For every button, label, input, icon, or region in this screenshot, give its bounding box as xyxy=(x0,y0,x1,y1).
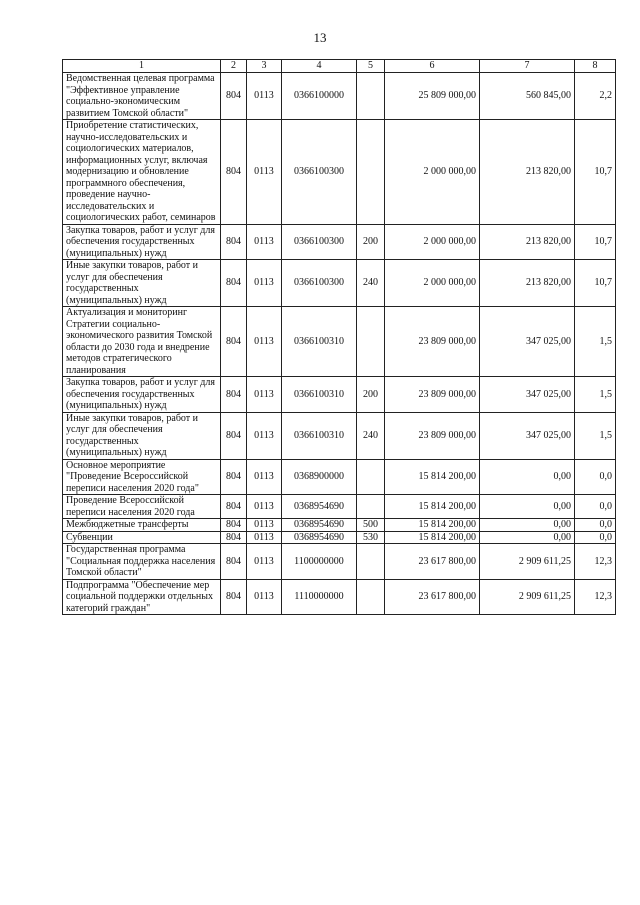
row-glava: 804 xyxy=(221,459,247,495)
row-plan: 2 000 000,00 xyxy=(385,260,480,307)
row-fact: 213 820,00 xyxy=(480,260,575,307)
row-name: Иные закупки товаров, работ и услуг для обеспечения государственных (муниципальных) нужд xyxy=(63,412,221,459)
table-row xyxy=(63,224,616,260)
header-row xyxy=(63,60,616,73)
row-glava: 804 xyxy=(221,531,247,544)
row-plan: 23 809 000,00 xyxy=(385,377,480,413)
row-csr: 1100000000 xyxy=(282,544,357,580)
table-row xyxy=(63,495,616,519)
row-name: Основное мероприятие "Проведение Всероссийской переписи населения 2020 года" xyxy=(63,459,221,495)
row-vr: 530 xyxy=(357,531,385,544)
row-pct: 12,3 xyxy=(575,579,616,615)
row-vr: 500 xyxy=(357,519,385,532)
row-name: Подпрограмма "Обеспечение мер социальной поддержки отдельных категорий граждан" xyxy=(63,579,221,615)
row-name: Закупка товаров, работ и услуг для обеспечения государственных (муниципальных) нужд xyxy=(63,377,221,413)
row-name: Приобретение статистических, научно-исследовательских и социологических материалов, информационных услуг, включая модернизацию и обновление программного обеспечения, проведение научно-исследовательских и социологических работ, семинаров xyxy=(63,120,221,225)
row-vr xyxy=(357,307,385,377)
row-plan: 15 814 200,00 xyxy=(385,495,480,519)
row-pct: 2,2 xyxy=(575,73,616,120)
row-plan: 15 814 200,00 xyxy=(385,531,480,544)
row-fact: 347 025,00 xyxy=(480,412,575,459)
row-fact: 2 909 611,25 xyxy=(480,579,575,615)
row-csr: 0366100300 xyxy=(282,120,357,225)
row-vr xyxy=(357,459,385,495)
row-vr: 240 xyxy=(357,412,385,459)
row-pct: 1,5 xyxy=(575,412,616,459)
table-row xyxy=(63,120,616,225)
row-pct: 0,0 xyxy=(575,519,616,532)
row-razdel: 0113 xyxy=(247,260,282,307)
row-csr: 0366100310 xyxy=(282,377,357,413)
table-row xyxy=(63,459,616,495)
row-pct: 0,0 xyxy=(575,459,616,495)
col-header-3: 3 xyxy=(247,60,282,73)
row-pct: 1,5 xyxy=(575,307,616,377)
row-plan: 2 000 000,00 xyxy=(385,120,480,225)
row-fact: 0,00 xyxy=(480,519,575,532)
row-plan: 15 814 200,00 xyxy=(385,459,480,495)
row-name: Межбюджетные трансферты xyxy=(63,519,221,532)
row-name: Субвенции xyxy=(63,531,221,544)
row-glava: 804 xyxy=(221,579,247,615)
col-header-8: 8 xyxy=(575,60,616,73)
row-csr: 0368954690 xyxy=(282,495,357,519)
table-row xyxy=(63,260,616,307)
row-fact: 347 025,00 xyxy=(480,377,575,413)
row-glava: 804 xyxy=(221,495,247,519)
row-plan: 2 000 000,00 xyxy=(385,224,480,260)
row-plan: 25 809 000,00 xyxy=(385,73,480,120)
col-header-6: 6 xyxy=(385,60,480,73)
row-plan: 23 809 000,00 xyxy=(385,307,480,377)
table-row xyxy=(63,519,616,532)
row-razdel: 0113 xyxy=(247,73,282,120)
row-razdel: 0113 xyxy=(247,459,282,495)
row-fact: 2 909 611,25 xyxy=(480,544,575,580)
row-csr: 0368954690 xyxy=(282,531,357,544)
row-name: Закупка товаров, работ и услуг для обеспечения государственных (муниципальных) нужд xyxy=(63,224,221,260)
row-glava: 804 xyxy=(221,519,247,532)
row-plan: 23 809 000,00 xyxy=(385,412,480,459)
row-pct: 0,0 xyxy=(575,495,616,519)
row-razdel: 0113 xyxy=(247,531,282,544)
row-razdel: 0113 xyxy=(247,120,282,225)
row-fact: 213 820,00 xyxy=(480,120,575,225)
row-glava: 804 xyxy=(221,412,247,459)
row-csr: 0366100310 xyxy=(282,307,357,377)
row-vr xyxy=(357,544,385,580)
row-fact: 213 820,00 xyxy=(480,224,575,260)
col-header-2: 2 xyxy=(221,60,247,73)
row-pct: 1,5 xyxy=(575,377,616,413)
row-glava: 804 xyxy=(221,224,247,260)
row-fact: 347 025,00 xyxy=(480,307,575,377)
col-header-4: 4 xyxy=(282,60,357,73)
col-header-7: 7 xyxy=(480,60,575,73)
table-row xyxy=(63,544,616,580)
row-csr: 0368900000 xyxy=(282,459,357,495)
table-row xyxy=(63,307,616,377)
row-glava: 804 xyxy=(221,73,247,120)
row-pct: 10,7 xyxy=(575,260,616,307)
row-pct: 0,0 xyxy=(575,531,616,544)
row-vr xyxy=(357,73,385,120)
table-row xyxy=(63,412,616,459)
row-csr: 1110000000 xyxy=(282,579,357,615)
row-razdel: 0113 xyxy=(247,519,282,532)
budget-table xyxy=(62,59,616,615)
row-plan: 23 617 800,00 xyxy=(385,579,480,615)
row-razdel: 0113 xyxy=(247,579,282,615)
row-plan: 15 814 200,00 xyxy=(385,519,480,532)
table-row xyxy=(63,579,616,615)
row-csr: 0366100310 xyxy=(282,412,357,459)
row-fact: 0,00 xyxy=(480,495,575,519)
row-razdel: 0113 xyxy=(247,224,282,260)
row-fact: 560 845,00 xyxy=(480,73,575,120)
row-pct: 12,3 xyxy=(575,544,616,580)
table-row xyxy=(63,531,616,544)
row-csr: 0366100000 xyxy=(282,73,357,120)
page-number: 13 xyxy=(313,30,327,45)
col-header-1: 1 xyxy=(63,60,221,73)
row-glava: 804 xyxy=(221,307,247,377)
row-pct: 10,7 xyxy=(575,120,616,225)
row-razdel: 0113 xyxy=(247,412,282,459)
row-name: Государственная программа "Социальная поддержка населения Томской области" xyxy=(63,544,221,580)
row-name: Актуализация и мониторинг Стратегии социально-экономического развития Томской области до 2030 года и внедрение методов стратегического планирования xyxy=(63,307,221,377)
row-pct: 10,7 xyxy=(575,224,616,260)
row-vr: 240 xyxy=(357,260,385,307)
row-razdel: 0113 xyxy=(247,377,282,413)
row-name: Проведение Всероссийской переписи населения 2020 года xyxy=(63,495,221,519)
row-csr: 0366100300 xyxy=(282,260,357,307)
row-fact: 0,00 xyxy=(480,459,575,495)
row-razdel: 0113 xyxy=(247,544,282,580)
row-vr xyxy=(357,120,385,225)
row-vr xyxy=(357,495,385,519)
row-glava: 804 xyxy=(221,544,247,580)
row-plan: 23 617 800,00 xyxy=(385,544,480,580)
table-row xyxy=(63,73,616,120)
row-csr: 0366100300 xyxy=(282,224,357,260)
row-fact: 0,00 xyxy=(480,531,575,544)
row-glava: 804 xyxy=(221,260,247,307)
row-glava: 804 xyxy=(221,120,247,225)
row-name: Ведомственная целевая программа "Эффективное управление социально-экономическим развитием Томской области" xyxy=(63,73,221,120)
row-csr: 0368954690 xyxy=(282,519,357,532)
row-razdel: 0113 xyxy=(247,307,282,377)
row-name: Иные закупки товаров, работ и услуг для обеспечения государственных (муниципальных) нужд xyxy=(63,260,221,307)
row-vr xyxy=(357,579,385,615)
row-razdel: 0113 xyxy=(247,495,282,519)
row-vr: 200 xyxy=(357,224,385,260)
col-header-5: 5 xyxy=(357,60,385,73)
row-vr: 200 xyxy=(357,377,385,413)
table-row xyxy=(63,377,616,413)
row-glava: 804 xyxy=(221,377,247,413)
